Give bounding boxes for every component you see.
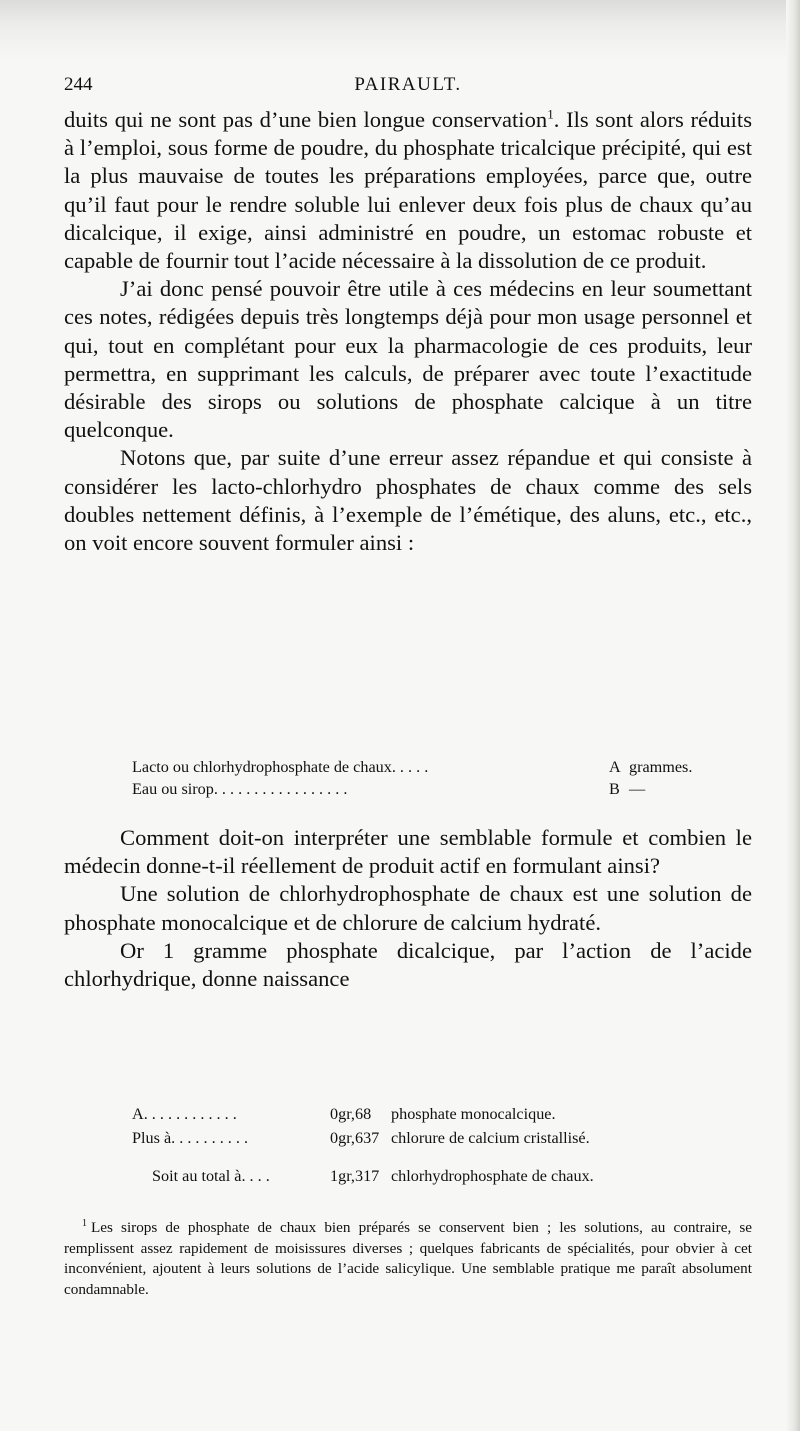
formula-label: Eau ou sirop. . . . . . . . . . . . . . . . .	[132, 780, 348, 798]
table-spacer	[64, 1153, 752, 1167]
footnote	[64, 1218, 752, 1300]
paragraph-1-start: duits qui ne sont pas d’une bien longue conservation	[64, 107, 548, 132]
main-text	[64, 106, 752, 557]
page-number: 244	[64, 74, 93, 95]
scan-top-shading	[0, 0, 800, 60]
formula-label: Lacto ou chlorhydrophosphate de chaux. . . . .	[132, 758, 429, 776]
prescription-formula	[64, 756, 752, 800]
footnote-mark: 1	[82, 1217, 87, 1229]
paragraph-1	[64, 106, 752, 275]
total-description: chlorhydrophosphate de chaux.	[391, 1167, 594, 1185]
paragraph-4: Comment doit-on interpréter une semblable formule et combien le médecin donne-t-il réellement de produit actif en formulant ainsi?	[64, 825, 752, 879]
row-label: A. . . . . . . . . . . .	[132, 1105, 237, 1123]
total-label: Soit au total à. . . .	[152, 1167, 270, 1185]
formula-row	[64, 778, 752, 800]
row-description: chlorure de calcium cristallisé.	[391, 1129, 590, 1147]
formula-row	[64, 756, 752, 778]
paragraph-3: Notons que, par suite d’une erreur assez répandue et qui consiste à considérer les lacto-chlorhydro phosphates de chaux comme des sels doubles nettement définis, à l’exemple de l’émétique, des aluns, etc., etc., on voit encore souvent formuler ainsi :	[64, 445, 752, 556]
table-row	[64, 1129, 752, 1153]
formula-quantity: B	[609, 780, 620, 798]
formula-unit: grammes.	[629, 758, 693, 776]
paragraph-5: Une solution de chlorhydrophosphate de chaux est une solution de phosphate monocalcique et de chlorure de calcium hydraté.	[64, 881, 752, 935]
composition-table	[64, 1105, 752, 1191]
page-header	[64, 74, 752, 100]
paragraph-2: J’ai donc pensé pouvoir être utile à ces médecins en leur soumettant ces notes, rédigées depuis très longtemps déjà pour mon usage personnel et qui, tout en complétant pour eux la pharmacologie de ces produits, leur permettra, en supprimant les calculs, de préparer avec toute l’exactitude désirable des sirops ou solutions de phosphate calcique à un titre quelconque.	[64, 276, 752, 443]
running-head: PAIRAULT.	[354, 74, 462, 95]
paragraph-6: Or 1 gramme phosphate dicalcique, par l’action de l’acide chlorhydrique, donne naissance	[64, 937, 752, 992]
row-quantity: 0gr,637	[330, 1129, 380, 1147]
table-total-row	[64, 1167, 752, 1191]
table-row	[64, 1105, 752, 1129]
total-quantity: 1gr,317	[330, 1167, 380, 1185]
footnote-reference: 1	[547, 106, 554, 122]
scan-edge-shadow	[786, 0, 800, 1431]
row-label: Plus à. . . . . . . . . .	[132, 1129, 249, 1147]
row-quantity: 0gr,68	[330, 1105, 372, 1123]
formula-quantity: A	[609, 758, 621, 776]
main-text-continued	[64, 824, 752, 993]
paragraph-1-rest: . Ils sont alors réduits à l’emploi, sous forme de poudre, du phosphate tricalcique précipité, qui est la plus mauvaise de toutes les préparations employées, parce que, outre qu’il faut pour le rendre soluble lui enlever deux fois plus de chaux qu’au dicalcique, il exige, ainsi administré en poudre, un estomac robuste et capable de fournir tout l’acide nécessaire à la dissolution de ce produit.	[64, 107, 752, 274]
footnote-text: Les sirops de phosphate de chaux bien préparés se conservent bien ; les solutions, au contraire, se remplissent assez rapidement de moisissures diverses ; quelques fabricants de spécialités, pour obvier à cet inconvénient, ajoutent à leurs solutions de l’acide salicylique. Une semblable pratique me paraît absolument condamnable.	[64, 1219, 752, 1298]
formula-unit: —	[629, 780, 646, 798]
row-description: phosphate monocalcique.	[391, 1105, 556, 1123]
